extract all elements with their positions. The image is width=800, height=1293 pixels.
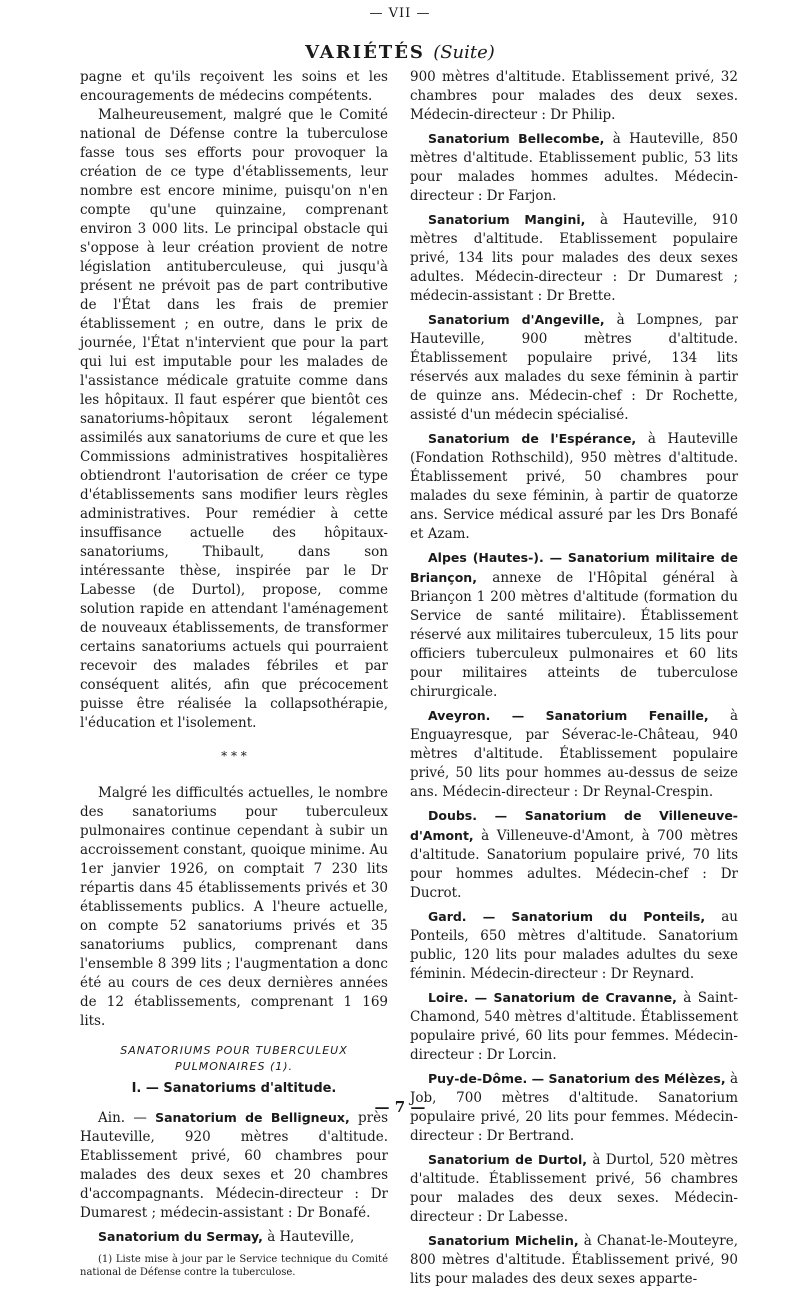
sanatorium-entry <box>410 988 738 1065</box>
paragraph: pagne et qu'ils reçoivent les soins et les encouragements de médecins compétents. <box>80 69 388 104</box>
sanatorium-details: à Hauteville, 910 mètres d'altitude. Etablissement populaire privé, 134 lits pour malades des deux sexes adultes. Médecin-directeur : Dr Dumarest ; médecin-assistant : Dr Brette. <box>410 212 738 304</box>
sanatorium-details: à Hauteville, <box>267 1229 355 1245</box>
page-title <box>0 42 800 63</box>
sanatorium-name: Sanatorium de Belligneux, <box>155 1110 350 1125</box>
sanatorium-entry <box>410 907 738 984</box>
sanatorium-details: à Hauteville (Fondation Rothschild), 950 mètres d'altitude. Établissement privé, 50 chambres pour malades du sexe féminin, à partir de quatorze ans. Service médical assuré par les Drs Bonafé et Azam. <box>410 431 738 542</box>
sanatorium-entry <box>410 210 738 306</box>
sanatorium-name: Sanatorium Bellecombe, <box>428 131 605 146</box>
paragraph: 900 mètres d'altitude. Etablissement privé, 32 chambres pour malades des deux sexes. Médecin-directeur : Dr Philip. <box>410 69 738 123</box>
sanatorium-entry <box>410 1231 738 1289</box>
title-suffix: (Suite) <box>433 42 495 63</box>
page-number: — 7 — <box>374 1098 426 1116</box>
sanatorium-details: annexe de l'Hôpital général à Briançon 1 200 mètres d'altitude (formation du Service de santé militaire). Établissement réservé aux militaires tuberculeux, 15 lits pour officiers tuberculeux pulmonaires et 60 lits pour militaires atteints de tuberculose chirurgicale. <box>410 570 738 700</box>
sanatorium-details: à Enguayresque, par Séverac-le-Château, 940 mètres d'altitude. Établissement populaire privé, 50 lits pour hommes au-dessus de seize ans. Médecin-directeur : Dr Reynal-Crespin. <box>410 708 739 800</box>
sanatorium-entry <box>410 1150 738 1227</box>
section-heading-line2: PULMONAIRES (1). <box>174 1060 294 1073</box>
sanatorium-name: Sanatorium de l'Espérance, <box>428 431 637 446</box>
sanatorium-name: — Sanatorium Fenaille, <box>511 708 709 723</box>
sanatorium-entry <box>410 310 738 425</box>
section-subheading: I. — Sanatoriums d'altitude. <box>131 1081 337 1096</box>
section-heading-line1: SANATORIUMS POUR TUBERCULEUX <box>120 1044 348 1057</box>
sanatorium-entry <box>410 129 738 206</box>
region-name: Gard. <box>428 909 467 924</box>
section-heading <box>80 1043 388 1075</box>
sanatorium-details: au Ponteils, 650 mètres d'altitude. Sanatorium public, 120 lits pour malades adultes du sexe féminin. Médecin-directeur : Dr Reynard. <box>410 909 738 982</box>
sanatorium-name: Sanatorium de Durtol, <box>428 1152 588 1167</box>
region-name: Alpes (Hautes-). <box>428 550 544 565</box>
sanatorium-name: Sanatorium d'Angeville, <box>428 312 605 327</box>
paragraph: Malheureusement, malgré que le Comité national de Défense contre la tuberculose fasse tous ses efforts pour provoquer la création de ce type d'établissements, leur nombre est encore minime, puisqu'on n'en compte qu'une quinzaine, comprenant environ 3 000 lits. Le principal obstacle qui s'oppose à leur création provient de notre législation antituberculeuse, qui jusqu'à présent ne prévoit pas de part contributive de l'État dans les frais de premier établissement ; en outre, dans le prix de journée, l'État n'intervient que pour la part qui lui est imputable pour les malades de l'assistance médicale gratuite comme dans les hôpitaux. Il faut espérer que bientôt ces sanatoriums-hôpitaux seront légalement assimilés aux sanatoriums de cure et que les Commissions administratives hospitalières obtiendront l'autorisation de créer ce type d'établissements sans modifier leurs règles administratives. Pour remédier à cette insuffisance actuelle des hôpitaux-sanatoriums, Thibault, dans son intéressante thèse, inspirée par le Dr Labesse (de Durtol), propose, comme solution rapide en attendant l'aménagement de nouveaux établissements, de transformer certains sanatoriums actuels qui pourraient recevoir des malades fébriles et par conséquent alités, afin que précocement puisse être réalisée la collapsothérapie, l'éducation et l'isolement. <box>80 107 388 731</box>
sanatorium-name: — Sanatorium de Villeneuve-d'Amont, <box>410 808 738 843</box>
sanatorium-details: à Chanat-le-Mouteyre, 800 mètres d'altitude. Établissement privé, 90 lits pour malades des deux sexes apparte- <box>410 1233 738 1287</box>
sanatorium-name: Sanatorium Michelin, <box>428 1233 579 1248</box>
region-name: Doubs. <box>428 808 477 823</box>
sanatorium-details: à Durtol, 520 mètres d'altitude. Établissement privé, 56 chambres pour malades des deux sexes. Médecin-directeur : Dr Labesse. <box>410 1152 738 1225</box>
sanatorium-entry <box>410 548 738 702</box>
footnote: (1) Liste mise à jour par le Service technique du Comité national de Défense contre la tuberculose. <box>80 1254 388 1278</box>
sanatorium-details: à Saint-Chamond, 540 mètres d'altitude. Établissement populaire privé, 60 lits pour femmes. Médecin-directeur : Dr Lorcin. <box>410 990 738 1063</box>
sanatorium-name: — Sanatorium du Ponteils, <box>482 909 706 924</box>
sanatorium-entry <box>410 429 738 544</box>
sanatorium-entry: Ain. — Sanatorium de Belligneux, près Hauteville, 920 mètres d'altitude. Etablissement privé, 60 chambres pour malades des deux sexes et 20 chambres d'accompagnants. Médecin-directeur : Dr Dumarest ; médecin-assistant : Dr Bonafé. <box>80 1110 389 1221</box>
sanatorium-name: Sanatorium du Sermay, <box>98 1229 263 1244</box>
sanatorium-details: à Job, 700 mètres d'altitude. Sanatorium populaire privé, 20 lits pour femmes. Médecin-directeur : Dr Bertrand. <box>410 1071 739 1144</box>
sanatorium-details: à Hauteville, 850 mètres d'altitude. Etablissement public, 53 lits pour malades hommes adultes. Médecin-directeur : Dr Farjon. <box>410 131 738 204</box>
page-number-roman: — VII — <box>369 6 431 21</box>
paragraph: Malgré les difficultés actuelles, le nombre des sanatoriums pour tuberculeux pulmonaires continue cependant à subir un accroissement constant, quoique minime. Au 1er janvier 1926, on comptait 7 230 lits répartis dans 45 établissements privés et 30 établissements publics. A l'heure actuelle, on compte 52 sanatoriums privés et 35 sanatoriums publics, comprenant dans l'ensemble 8 399 lits ; l'augmentation a donc été au cours de ces deux dernières années de 12 établissements, comprenant 1 169 lits. <box>80 785 388 1029</box>
sanatorium-name: — Sanatorium de Cravanne, <box>474 990 677 1005</box>
sanatorium-details: à Villeneuve-d'Amont, à 700 mètres d'altitude. Sanatorium populaire privé, 70 lits pour hommes adultes. Médecin-chef : Dr Ducrot. <box>410 828 738 901</box>
section-separator: * * * <box>221 749 247 763</box>
sanatorium-entry <box>410 706 738 802</box>
sanatorium-name: — Sanatorium des Mélèzes, <box>531 1071 726 1086</box>
region-name: Aveyron. <box>428 708 491 723</box>
sanatorium-name: — Sanatorium militaire de Briançon, <box>410 550 739 585</box>
region-name: Loire. <box>428 990 469 1005</box>
region-name: Puy-de-Dôme. <box>428 1071 528 1086</box>
sanatorium-details: près Hauteville, 920 mètres d'altitude. Etablissement privé, 60 chambres pour malades des deux sexes et 20 chambres d'accompagnants. Médecin-directeur : Dr Dumarest ; médecin-assistant : Dr Bonafé. <box>80 1110 389 1221</box>
sanatorium-details: à Lompnes, par Hauteville, 900 mètres d'altitude. Établissement populaire privé, 134 lits réservés aux malades du sexe féminin à partir de quinze ans. Médecin-chef : Dr Rochette, assisté d'un médecin spécialisé. <box>410 312 739 423</box>
sanatorium-entry <box>80 1227 388 1247</box>
sanatorium-name: Sanatorium Mangini, <box>428 212 586 227</box>
title-text: VARIÉTÉS <box>305 42 425 63</box>
region-name: Ain. <box>98 1110 126 1126</box>
sanatorium-entry <box>410 806 738 903</box>
